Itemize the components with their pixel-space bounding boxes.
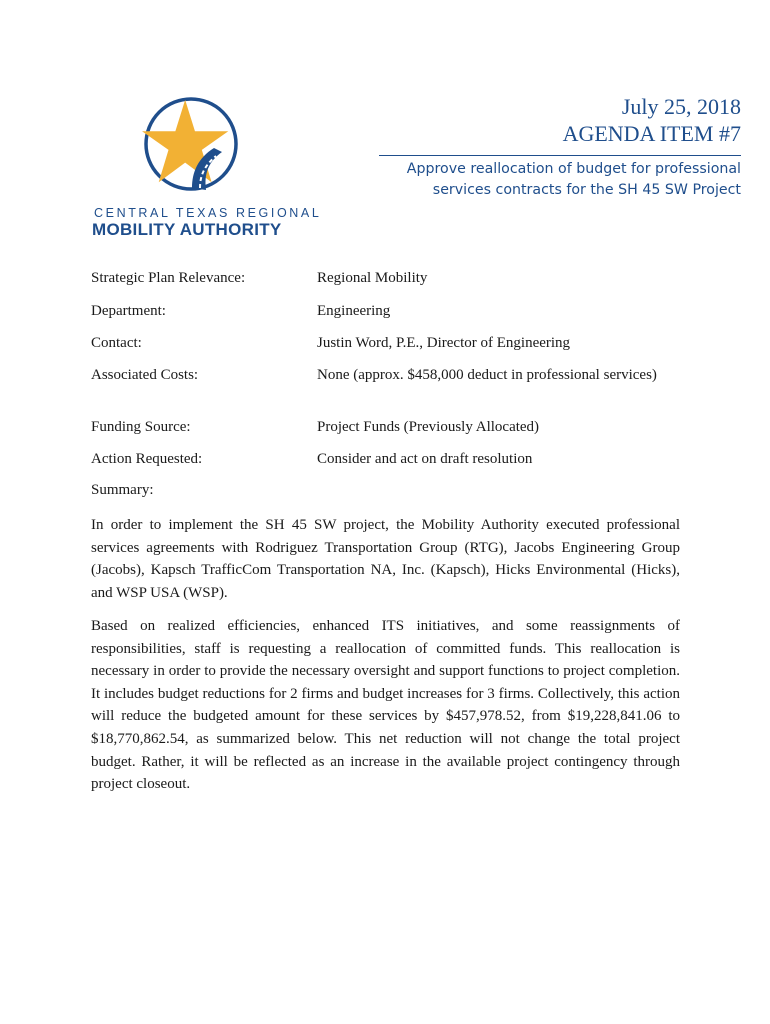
- field-value-action-requested: Consider and act on draft resolution: [317, 451, 533, 467]
- field-value-funding-source: Project Funds (Previously Allocated): [317, 419, 540, 435]
- agenda-subtitle: [341, 159, 741, 201]
- star-road-emblem-icon: [142, 92, 240, 196]
- field-label-associated-costs: Associated Costs:: [91, 367, 199, 383]
- logo-text-line1: CENTRAL TEXAS REGIONAL: [94, 206, 322, 220]
- summary-paragraph-1: In order to implement the SH 45 SW project, the Mobility Authority executed professional services agreements with Rodriguez Transportation Group (RTG), Jacobs Engineering Group (Jacobs), Kapsch TrafficCom Transportation NA, Inc. (Kapsch), Hicks Environmental (Hicks), and WSP USA (WSP).: [91, 517, 680, 601]
- field-label-contact: Contact:: [91, 335, 142, 351]
- mobility-authority-logo: [88, 92, 322, 242]
- field-label-strategic-plan: Strategic Plan Relevance:: [91, 270, 246, 286]
- subtitle-line-2: services contracts for the SH 45 SW Project: [432, 182, 741, 198]
- field-label-department: Department:: [91, 303, 166, 319]
- field-value-strategic-plan: Regional Mobility: [317, 270, 428, 286]
- meeting-date: July 25, 2018: [621, 94, 741, 119]
- field-value-department: Engineering: [317, 303, 391, 319]
- summary-heading: Summary:: [91, 482, 154, 498]
- subtitle-line-1: Approve reallocation of budget for professional: [406, 161, 741, 177]
- agenda-item-title: AGENDA ITEM #7: [562, 121, 741, 146]
- field-label-action-requested: Action Requested:: [91, 451, 203, 467]
- header-divider: [379, 155, 741, 156]
- field-label-funding-source: Funding Source:: [91, 419, 191, 435]
- field-value-associated-costs: None (approx. $458,000 deduct in professional services): [317, 367, 657, 383]
- summary-paragraph-2: Based on realized efficiencies, enhanced ITS initiatives, and some reassignments of responsibilities, staff is requesting a reallocation of committed funds. This reallocation is necessary in order to provide the necessary oversight and support functions to project completion. It includes budget reductions for 2 firms and budget increases for 3 firms. Collectively, this action will reduce the budgeted amount for these services by $457,978.52, from $19,228,841.06 to $18,770,862.54, as summarized below. This net reduction will not change the total project budget. Rather, it will be reflected as an increase in the available project contingency through project closeout.: [91, 618, 680, 793]
- logo-text-line2: MOBILITY AUTHORITY: [92, 220, 282, 239]
- field-value-contact: Justin Word, P.E., Director of Engineering: [317, 335, 571, 351]
